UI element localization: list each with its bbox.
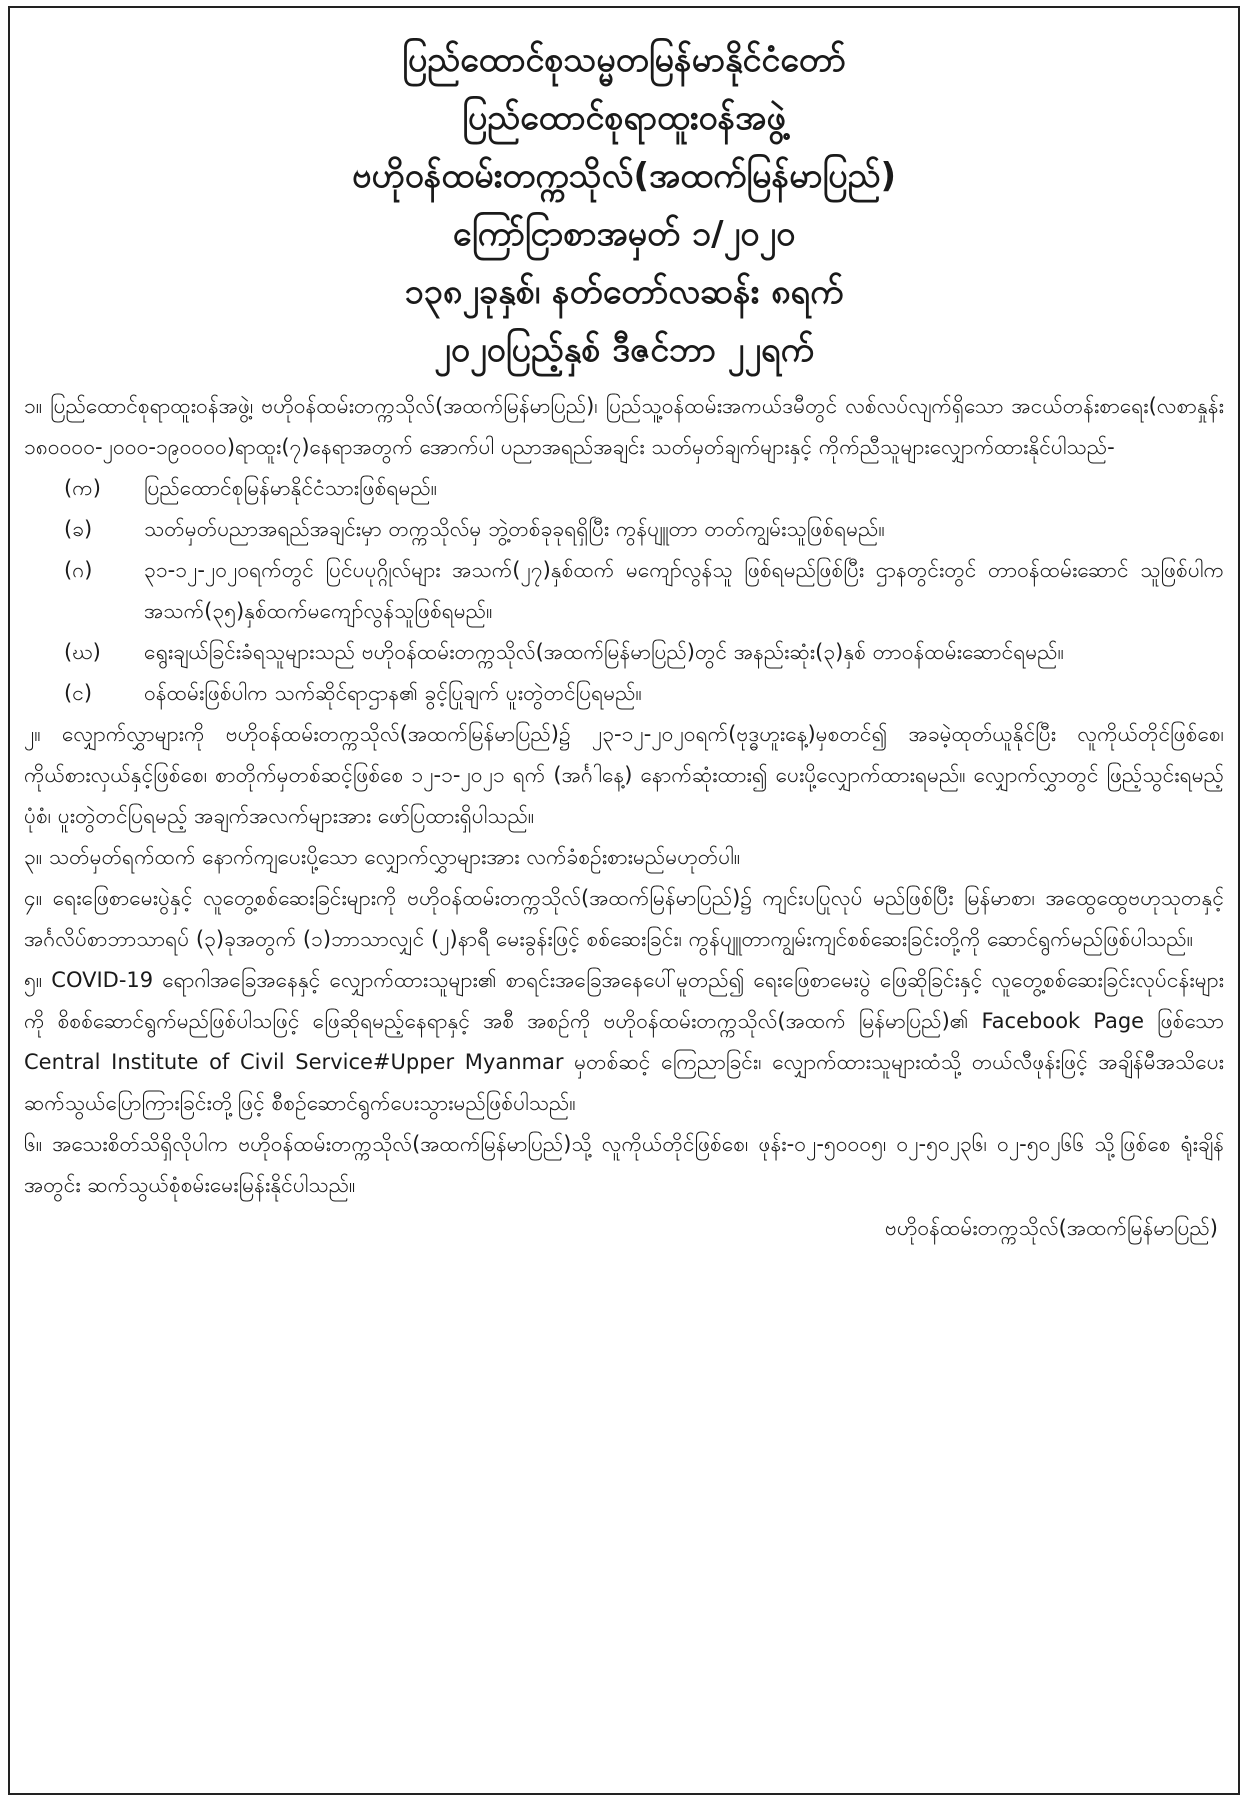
requirement-text: ပြည်ထောင်စုမြန်မာနိုင်ငံသားဖြစ်ရမည်။ <box>144 476 438 500</box>
header-line-2: ပြည်ထောင်စုရာထူးဝန်အဖွဲ့ <box>462 98 786 138</box>
requirement-text: ဝန်ထမ်းဖြစ်ပါက သက်ဆိုင်ရာဌာန၏ ခွင့်ပြုချက် ပူးတွဲတင်ပြရမည်။ <box>144 681 642 705</box>
requirement-label: (င) <box>64 681 93 705</box>
header-line-5: ၁၃၈၂ခုနှစ်၊ နတ်တော်လဆန်း ၈ရက် <box>404 272 844 312</box>
header <box>24 38 1224 372</box>
requirement-item <box>24 673 1224 714</box>
paragraph-1: ၁။ ပြည်ထောင်စုရာထူးဝန်အဖွဲ့၊ ဗဟိုဝန်ထမ်းတက္ကသိုလ်(အထက်မြန်မာပြည်)၊ ပြည်သူ့ဝန်ထမ်းအကယ်ဒမီတွင် လစ်လပ်လျက်ရှိသော အငယ်တန်းစာရေး(လစာနှုန်း ၁၈၀၀၀၀-၂၀၀၀-၁၉၀၀၀၀)ရာထူး(၇)နေရာအတွက် အောက်ပါ ပညာအရည်အချင်း သတ်မှတ်ချက်များနှင့် ကိုက်ညီသူများလျှောက်ထားနိုင်ပါသည်- <box>24 394 1224 459</box>
requirement-item <box>24 632 1224 673</box>
signature: ဗဟိုဝန်ထမ်းတက္ကသိုလ်(အထက်မြန်မာပြည်) <box>884 1216 1218 1240</box>
requirement-label: (ဂ) <box>64 558 93 582</box>
header-line-4: ကြော်ငြာစာအမှတ် ၁/၂၀၂၀ <box>452 214 796 254</box>
requirement-label: (ခ) <box>64 517 93 541</box>
requirement-item <box>24 468 1224 509</box>
header-line-1: ပြည်ထောင်စုသမ္မတမြန်မာနိုင်ငံတော် <box>402 40 846 80</box>
requirement-label: (ဃ) <box>64 640 101 664</box>
announcement-frame <box>8 6 1240 1795</box>
paragraph-5: ၅။ COVID-19 ရောဂါအခြေအနေနှင့် လျှောက်ထားသူများ၏ စာရင်းအခြေအနေပေါ်မူတည်၍ ရေးဖြေစာမေးပွဲ ဖြေဆိုခြင်းနှင့် လူတွေ့စစ်ဆေးခြင်းလုပ်ငန်းများကို စိစစ်ဆောင်ရွက်မည်ဖြစ်ပါသဖြင့် ဖြေဆိုရမည့်နေရာနှင့် အစီ အစဉ်ကို ဗဟိုဝန်ထမ်းတက္ကသိုလ်(အထက် မြန်မာပြည်)၏ Facebook Page ဖြစ်သော Central Institute of Civil Service#Upper Myanmar မှတစ်ဆင့် ကြေညာခြင်း၊ လျှောက်ထားသူများထံသို့ တယ်လီဖုန်းဖြင့် အချိန်မီအသိပေး ဆက်သွယ်ပြောကြားခြင်းတို့ဖြင့် စီစဉ်ဆောင်ရွက်ပေးသွားမည်ဖြစ်ပါသည်။ <box>24 968 1224 1115</box>
requirement-text: ၃၁-၁၂-၂၀၂၀ရက်တွင် ပြင်ပပုဂ္ဂိုလ်များ အသက်(၂၇)နှစ်ထက် မကျော်လွန်သူ ဖြစ်ရမည်ဖြစ်ပြီး ဌာနတွင်းတွင် တာဝန်ထမ်းဆောင် သူဖြစ်ပါက အသက်(၃၅)နှစ်ထက်မကျော်လွန်သူဖြစ်ရမည်။ <box>144 558 1224 623</box>
body <box>24 386 1224 1249</box>
paragraph-6: ၆။ အသေးစိတ်သိရှိလိုပါက ဗဟိုဝန်ထမ်းတက္ကသိုလ်(အထက်မြန်မာပြည်)သို့ လူကိုယ်တိုင်ဖြစ်စေ၊ ဖုန်း-၀၂-၅၀၀၀၅၊ ၀၂-၅၀၂၃၆၊ ၀၂-၅၀၂၆၆ သို့ဖြစ်စေ ရုံးချိန်အတွင်း ဆက်သွယ်စုံစမ်းမေးမြန်းနိုင်ပါသည်။ <box>24 1132 1224 1197</box>
paragraph-4: ၄။ ရေးဖြေစာမေးပွဲနှင့် လူတွေ့စစ်ဆေးခြင်းများကို ဗဟိုဝန်ထမ်းတက္ကသိုလ်(အထက်မြန်မာပြည်)၌ ကျင်းပပြုလုပ် မည်ဖြစ်ပြီး မြန်မာစာ၊ အထွေထွေဗဟုသုတနှင့် အင်္ဂလိပ်စာဘာသာရပ် (၃)ခုအတွက် (၁)ဘာသာလျှင် (၂)နာရီ မေးခွန်းဖြင့် စစ်ဆေးခြင်း၊ ကွန်ပျူတာကျွမ်းကျင်စစ်ဆေးခြင်းတို့ကို ဆောင်ရွက်မည်ဖြစ်ပါသည်။ <box>24 886 1224 951</box>
header-line-3: ဗဟိုဝန်ထမ်းတက္ကသိုလ်(အထက်မြန်မာပြည်) <box>352 156 896 196</box>
paragraph-3: ၃။ သတ်မှတ်ရက်ထက် နောက်ကျပေးပို့သော လျှောက်လွှာများအား လက်ခံစဉ်းစားမည်မဟုတ်ပါ။ <box>24 845 741 869</box>
requirement-text: ရွေးချယ်ခြင်းခံရသူများသည် ဗဟိုဝန်ထမ်းတက္ကသိုလ်(အထက်မြန်မာပြည်)တွင် အနည်းဆုံး(၃)နှစ် တာဝန်ထမ်းဆောင်ရမည်။ <box>144 640 1064 664</box>
requirement-item <box>24 550 1224 632</box>
requirement-text: သတ်မှတ်ပညာအရည်အချင်းမှာ တက္ကသိုလ်မှ ဘွဲ့တစ်ခုခုရရှိပြီး ကွန်ပျူတာ တတ်ကျွမ်းသူဖြစ်ရမည်။ <box>144 517 885 541</box>
requirement-label: (က) <box>64 476 101 500</box>
header-line-6: ၂၀၂၀ပြည့်နှစ် ဒီဇင်ဘာ ၂၂ရက် <box>434 330 814 370</box>
requirement-item <box>24 509 1224 550</box>
paragraph-2: ၂။ လျှောက်လွှာများကို ဗဟိုဝန်ထမ်းတက္ကသိုလ်(အထက်မြန်မာပြည်)၌ ၂၃-၁၂-၂၀၂၀ရက်(ဗုဒ္ဓဟူးနေ့)မှစတင်၍ အခမဲ့ထုတ်ယူနိုင်ပြီး လူကိုယ်တိုင်ဖြစ်စေ၊ ကိုယ်စားလှယ်နှင့်ဖြစ်စေ၊ စာတိုက်မှတစ်ဆင့်ဖြစ်စေ ၁၂-၁-၂၀၂၁ ရက် (အင်္ဂါနေ့) နောက်ဆုံးထား၍ ပေးပို့လျှောက်ထားရမည်။ လျှောက်လွှာတွင် ဖြည့်သွင်းရမည့်ပုံစံ၊ ပူးတွဲတင်ပြရမည့် အချက်အလက်များအား ဖော်ပြထားရှိပါသည်။ <box>24 722 1224 828</box>
